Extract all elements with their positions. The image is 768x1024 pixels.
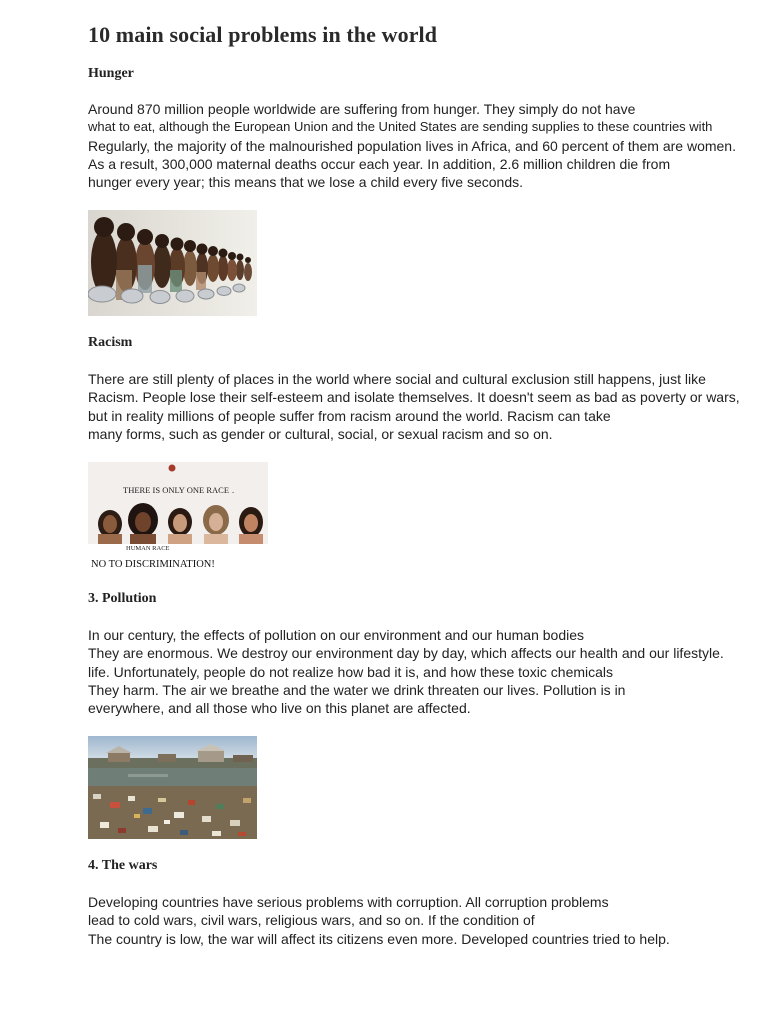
paragraph-line: Regularly, the majority of the malnourished population lives in Africa, and 60 percent of them are women. <box>88 137 736 154</box>
paragraph-line: lead to cold wars, civil wars, religious wars, and so on. If the condition of <box>88 912 535 929</box>
pollution-photo <box>88 736 257 839</box>
section-paragraph-hunger <box>88 100 736 191</box>
paragraph-line: They harm. The air we breathe and the water we drink threaten our lives. Pollution is in <box>88 681 626 698</box>
paragraph-line: everywhere, and all those who live on this planet are affected. <box>88 700 471 717</box>
poster-bottom-text: NO TO DISCRIMINATION! <box>91 559 215 570</box>
paragraph-line: The country is low, the war will affect its citizens even more. Developed countries tried to help. <box>88 930 670 947</box>
paragraph-line: Around 870 million people worldwide are suffering from hunger. They simply do not have <box>88 101 636 117</box>
section-heading-racism: Racism <box>88 335 133 350</box>
poster-top-text: THERE IS ONLY ONE RACE <box>123 485 230 495</box>
paragraph-line: but in reality millions of people suffer from racism around the world. Racism can take <box>88 407 611 424</box>
hunger-photo <box>88 210 257 316</box>
paragraph-line: There are still plenty of places in the world where social and cultural exclusion still happens, just like <box>88 371 706 387</box>
paragraph-line: Racism. People lose their self-esteem and isolate themselves. It doesn't seem as bad as poverty or wars, <box>88 389 740 406</box>
paragraph-line: They are enormous. We destroy our environment day by day, which affects our health and our lifestyle. <box>88 645 724 662</box>
seal-icon <box>169 465 176 472</box>
section-heading-wars: 4. The wars <box>88 858 158 873</box>
paragraph-line: Developing countries have serious problems with corruption. All corruption problems <box>88 894 609 910</box>
paragraph-line: As a result, 300,000 maternal deaths occur each year. In addition, 2.6 million children die from <box>88 155 671 172</box>
section-paragraph-pollution <box>88 626 724 717</box>
svg-text:.: . <box>232 485 235 495</box>
section-paragraph-racism <box>88 370 740 443</box>
section-paragraph-wars <box>88 893 670 948</box>
paragraph-line: what to eat, although the European Union and the United States are sending supplies to these countries with <box>88 119 713 135</box>
page-title: 10 main social problems in the world <box>88 22 438 47</box>
paragraph-line: many forms, such as gender or cultural, social, or sexual racism and so on. <box>88 425 553 442</box>
section-heading-pollution: 3. Pollution <box>88 591 157 606</box>
paragraph-line: life. Unfortunately, people do not realize how bad it is, and how these toxic chemicals <box>88 663 614 680</box>
racism-poster <box>88 462 268 572</box>
section-heading-hunger: Hunger <box>88 66 134 81</box>
poster-middle-text: HUMAN RACE <box>126 545 170 552</box>
paragraph-line: In our century, the effects of pollution on our environment and our human bodies <box>88 627 585 643</box>
paragraph-line: hunger every year; this means that we lose a child every five seconds. <box>88 174 523 191</box>
